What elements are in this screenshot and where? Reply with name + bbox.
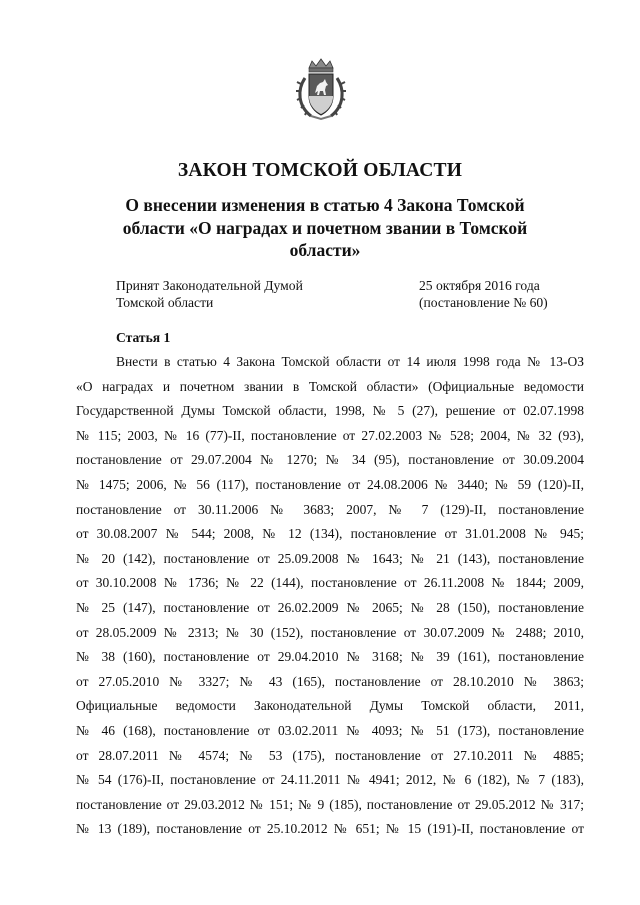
body-line: № 38 (160), постановление от 29.04.2010 № 3168; № 39 (161), постановление bbox=[76, 649, 584, 665]
subtitle-line: О внесении изменения в статью 4 Закона Томской bbox=[125, 195, 525, 215]
subtitle-line: области «О наградах и почетном звании в Томской bbox=[122, 217, 528, 238]
law-subtitle bbox=[100, 194, 550, 262]
body-line: № 20 (142), постановление от 25.09.2008 № 1643; № 21 (143), постановление bbox=[76, 550, 584, 566]
body-line: «О наградах и почетном звании в Томской области» (Официальные ведомости bbox=[76, 378, 584, 394]
article-heading: Статья 1 bbox=[116, 330, 171, 345]
adopted-date-line: 25 октября 2016 года bbox=[419, 278, 540, 293]
law-title: ЗАКОН ТОМСКОЙ ОБЛАСТИ bbox=[177, 160, 463, 181]
coat-of-arms-icon bbox=[295, 58, 347, 122]
body-line: № 54 (176)-II, постановление от 24.11.2011 № 4941; 2012, № 6 (182), № 7 (183), bbox=[76, 772, 584, 788]
body-line: № 1475; 2006, № 56 (117), постановление от 24.08.2006 № 3440; № 59 (120)-II, bbox=[76, 476, 584, 492]
adopted-by bbox=[116, 277, 303, 311]
adopted-by-line: Томской области bbox=[116, 295, 214, 310]
body-line: от 30.10.2008 № 1736; № 22 (144), постановление от 26.11.2008 № 1844; 2009, bbox=[76, 575, 584, 591]
body-line: от 30.08.2007 № 544; 2008, № 12 (134), постановление от 31.01.2008 № 945; bbox=[76, 526, 584, 542]
body-line: от 28.05.2009 № 2313; № 30 (152), постановление от 30.07.2009 № 2488; 2010, bbox=[76, 624, 584, 640]
subtitle-line: области» bbox=[289, 240, 361, 260]
body-line: постановление от 29.07.2004 № 1270; № 34 (95), постановление от 30.09.2004 bbox=[76, 452, 584, 468]
adopted-date bbox=[419, 277, 548, 311]
resolution-number: (постановление № 60) bbox=[419, 295, 548, 310]
body-line: Внести в статью 4 Закона Томской области от 14 июля 1998 года № 13-ОЗ bbox=[116, 354, 584, 369]
body-line: от 27.05.2010 № 3327; № 43 (165), постановление от 28.10.2010 № 3863; bbox=[76, 673, 584, 689]
body-line: Государственной Думы Томской области, 1998, № 5 (27), решение от 02.07.1998 bbox=[76, 403, 584, 419]
body-line: постановление от 29.03.2012 № 151; № 9 (185), постановление от 29.05.2012 № 317; bbox=[76, 796, 584, 812]
body-line: № 115; 2003, № 16 (77)-II, постановление от 27.02.2003 № 528; 2004, № 32 (93), bbox=[76, 427, 584, 443]
body-line: Официальные ведомости Законодательной Думы Томской области, 2011, bbox=[76, 698, 584, 714]
adopted-by-line: Принят Законодательной Думой bbox=[116, 278, 303, 293]
body-line: от 28.07.2011 № 4574; № 53 (175), постановление от 27.10.2011 № 4885; bbox=[76, 747, 584, 763]
body-line: № 25 (147), постановление от 26.02.2009 № 2065; № 28 (150), постановление bbox=[76, 599, 584, 615]
body-line: постановление от 30.11.2006 № 3683; 2007, № 7 (129)-II, постановление bbox=[76, 501, 584, 517]
article-body bbox=[76, 350, 584, 842]
body-line: № 13 (189), постановление от 25.10.2012 № 651; № 15 (191)-II, постановление от bbox=[76, 821, 584, 837]
body-line: № 46 (168), постановление от 03.02.2011 № 4093; № 51 (173), постановление bbox=[76, 722, 584, 738]
